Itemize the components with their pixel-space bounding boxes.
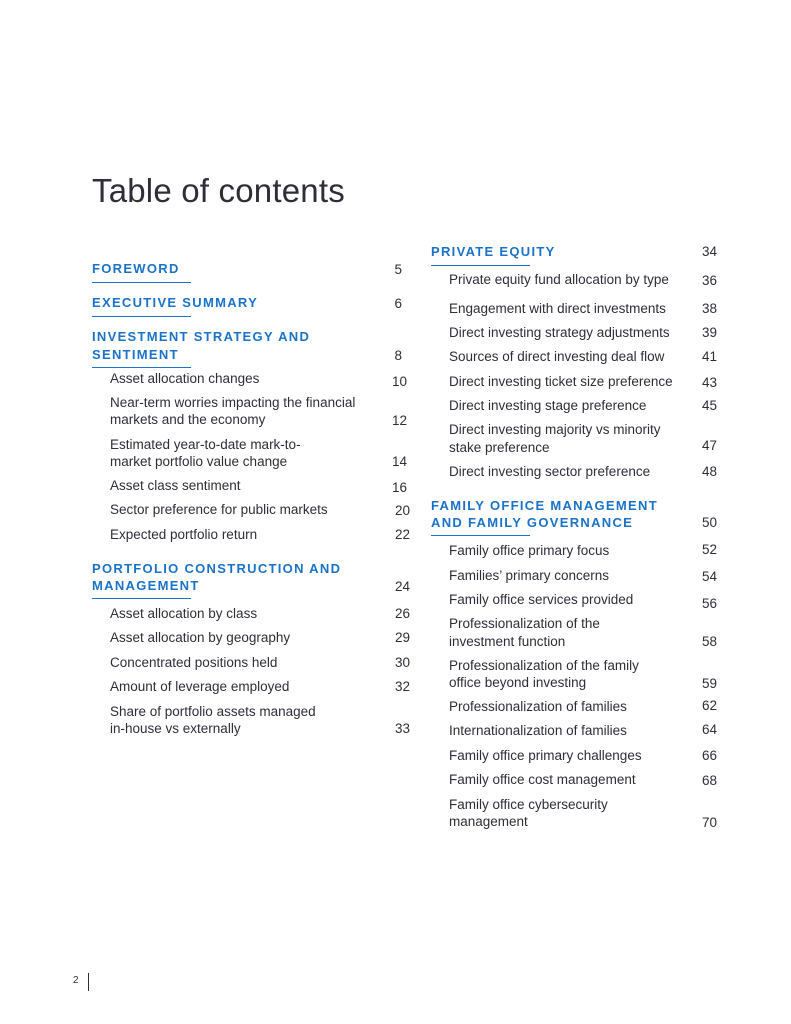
toc-entry-line2[interactable]: markets and the economy	[110, 412, 266, 427]
toc-entry-line2[interactable]: investment function	[449, 634, 566, 649]
toc-entry[interactable]: Families’ primary concerns	[449, 568, 610, 583]
toc-page-number: 16	[391, 480, 407, 495]
toc-page-number: 47	[701, 438, 717, 453]
toc-page-number: 10	[391, 374, 407, 389]
toc-entry[interactable]: Asset allocation changes	[110, 371, 260, 386]
toc-entry[interactable]: Sector preference for public markets	[110, 502, 328, 517]
toc-page-number: 34	[701, 244, 717, 259]
toc-section-foreword[interactable]: FOREWORD	[92, 261, 180, 276]
toc-page-number: 12	[391, 413, 407, 428]
toc-entry-line2[interactable]: stake preference	[449, 440, 550, 455]
toc-page-number: 6	[394, 296, 402, 311]
toc-page-number: 48	[701, 464, 717, 479]
toc-entry[interactable]: Direct investing ticket size preference	[449, 374, 673, 389]
toc-section-private-equity[interactable]: PRIVATE EQUITY	[431, 244, 556, 259]
toc-entry[interactable]: Amount of leverage employed	[110, 679, 290, 694]
toc-entry[interactable]: Engagement with direct investments	[449, 301, 666, 316]
toc-page-number: 45	[701, 398, 717, 413]
toc-entry[interactable]: Direct investing sector preference	[449, 464, 651, 479]
toc-page-number: 24	[394, 579, 410, 594]
toc-page-number: 33	[394, 721, 410, 736]
toc-page-number: 26	[394, 606, 410, 621]
toc-entry[interactable]: Direct investing stage preference	[449, 398, 647, 413]
toc-entry[interactable]: Expected portfolio return	[110, 527, 258, 542]
toc-page-number: 30	[394, 655, 410, 670]
toc-page-number: 43	[701, 375, 717, 390]
toc-page-number: 36	[701, 273, 717, 288]
toc-entry[interactable]: Family office primary challenges	[449, 748, 642, 763]
section-underline	[92, 316, 191, 317]
toc-entry[interactable]: Family office cost management	[449, 772, 636, 787]
toc-page-number: 14	[391, 454, 407, 469]
toc-section-investment-strategy[interactable]: INVESTMENT STRATEGY AND	[92, 329, 311, 344]
section-underline	[431, 265, 530, 266]
toc-page-number: 32	[394, 679, 410, 694]
toc-page-number: 29	[394, 630, 410, 645]
page-number: 2	[73, 975, 79, 986]
toc-entry[interactable]: Family office services provided	[449, 592, 634, 607]
toc-entry[interactable]: Near-term worries impacting the financial	[110, 395, 356, 410]
toc-page-number: 41	[701, 349, 717, 364]
toc-entry[interactable]: Family office cybersecurity	[449, 797, 608, 812]
toc-page-number: 20	[394, 503, 410, 518]
toc-section-family-office-line2[interactable]: AND FAMILY GOVERNANCE	[431, 515, 634, 530]
section-underline	[431, 535, 530, 536]
toc-entry[interactable]: Sources of direct investing deal flow	[449, 349, 665, 364]
section-underline	[92, 367, 191, 368]
toc-entry[interactable]: Private equity fund allocation by type	[449, 272, 669, 287]
toc-page-number: 50	[701, 515, 717, 530]
toc-page-number: 70	[701, 815, 717, 830]
toc-page-number: 8	[394, 348, 402, 363]
toc-page-number: 58	[701, 634, 717, 649]
toc-page-number: 68	[701, 773, 717, 788]
toc-entry[interactable]: Internationalization of families	[449, 723, 627, 738]
toc-entry-line2[interactable]: management	[449, 814, 528, 829]
toc-section-family-office[interactable]: FAMILY OFFICE MANAGEMENT	[431, 498, 658, 513]
toc-page-number: 64	[701, 722, 717, 737]
toc-entry-line2[interactable]: market portfolio value change	[110, 454, 288, 469]
toc-entry[interactable]: Asset class sentiment	[110, 478, 241, 493]
toc-entry[interactable]: Estimated year-to-date mark-to-	[110, 437, 301, 452]
page-title: Table of contents	[92, 172, 345, 209]
footer-divider	[88, 973, 89, 991]
toc-page-number: 22	[394, 527, 410, 542]
toc-section-portfolio-construction[interactable]: PORTFOLIO CONSTRUCTION AND	[92, 561, 342, 576]
toc-page-number: 66	[701, 748, 717, 763]
toc-page-number: 59	[701, 676, 717, 691]
toc-page-number: 5	[394, 262, 402, 277]
toc-page-number: 39	[701, 325, 717, 340]
toc-entry[interactable]: Asset allocation by geography	[110, 630, 291, 645]
toc-entry-line2[interactable]: in-house vs externally	[110, 721, 241, 736]
toc-entry[interactable]: Professionalization of the family	[449, 658, 639, 673]
toc-entry[interactable]: Direct investing strategy adjustments	[449, 325, 670, 340]
section-underline	[92, 598, 191, 599]
toc-entry[interactable]: Concentrated positions held	[110, 655, 278, 670]
toc-entry-line2[interactable]: office beyond investing	[449, 675, 587, 690]
toc-page-number: 54	[701, 569, 717, 584]
toc-section-investment-strategy-line2[interactable]: SENTIMENT	[92, 347, 179, 362]
toc-section-portfolio-construction-line2[interactable]: MANAGEMENT	[92, 578, 200, 593]
toc-entry[interactable]: Family office primary focus	[449, 543, 610, 558]
toc-page-number: 52	[701, 542, 717, 557]
toc-entry[interactable]: Share of portfolio assets managed	[110, 704, 316, 719]
toc-page-number: 62	[701, 698, 717, 713]
toc-section-executive-summary[interactable]: EXECUTIVE SUMMARY	[92, 295, 259, 310]
toc-entry[interactable]: Asset allocation by class	[110, 606, 258, 621]
section-underline	[92, 282, 191, 283]
toc-entry[interactable]: Direct investing majority vs minority	[449, 422, 661, 437]
toc-entry[interactable]: Professionalization of families	[449, 699, 627, 714]
toc-page-number: 38	[701, 301, 717, 316]
toc-entry[interactable]: Professionalization of the	[449, 616, 600, 631]
toc-page-number: 56	[701, 596, 717, 611]
